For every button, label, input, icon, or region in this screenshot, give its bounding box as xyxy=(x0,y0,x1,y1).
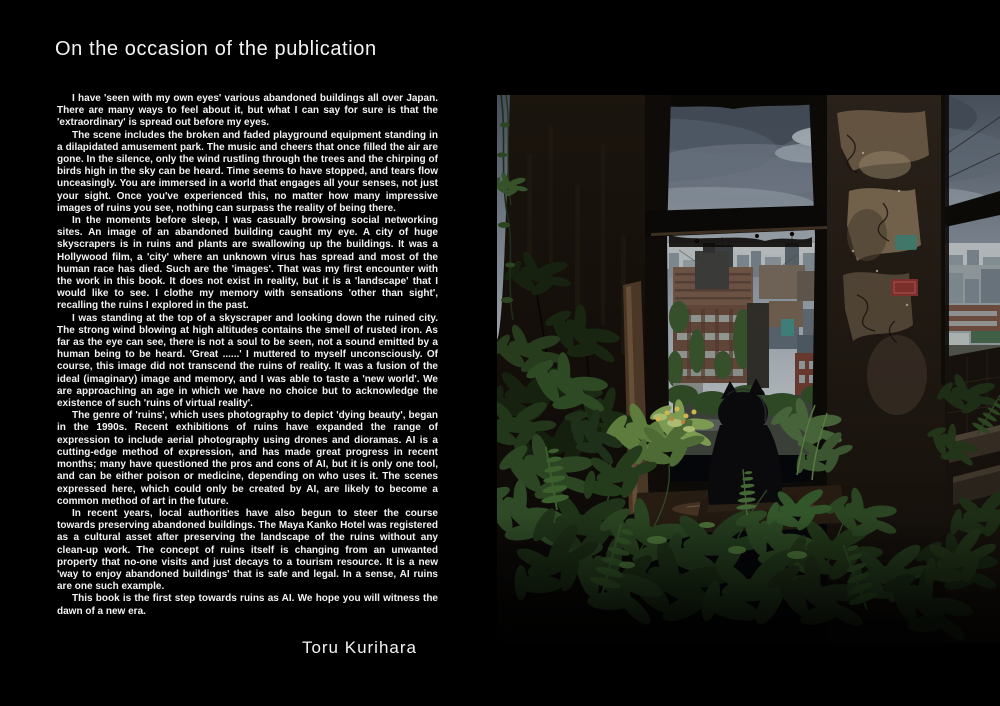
essay-paragraph: This book is the first step towards ruins as AI. We hope you will witness the dawn of a new era. xyxy=(57,593,438,617)
photo-illustration xyxy=(497,95,1000,706)
photo xyxy=(497,95,1000,706)
essay-paragraph: The scene includes the broken and faded playground equipment standing in a dilapidated amusement park. The music and cheers that once filled the air are gone. In the silence, only the wind rustling through the trees and the chirping of birds high in the sky can be heard. Time seems to have stopped, and tears flow unceasingly. You are immersed in a world that engages all your senses, not just your sight. Once you've experienced this, no matter how many impressive images of ruins you see, nothing can surpass the reality of being there. xyxy=(57,129,438,214)
page-title: On the occasion of the publication xyxy=(55,38,377,60)
teal-patch xyxy=(895,235,917,250)
essay-paragraph: I was standing at the top of a skyscraper and looking down the ruined city. The strong wind blowing at high altitudes contains the smell of rusted iron. As far as the eye can see, there is not a soul to be seen, not a sound emitted by a human being to be heard. 'Great ......' I muttered to myself unconsciously. Of course, this image did not transcend the ruins of reality. It was a fusion of the ideal (imaginary) image and memory, and I was able to taste a 'new world'. We are approaching an age in which we have no choice but to acknowledge the existence of such 'ruins of virtual reality'. xyxy=(57,312,438,410)
bottom-shadow xyxy=(497,515,1000,706)
essay-paragraph: The genre of 'ruins', which uses photography to depict 'dying beauty', began in the 1990s. Recent exhibitions of ruins have expanded the range of expression to include aerial photography using drones and dioramas. AI is a cutting-edge method of expression, and has made great progress in recent months; many have questioned the pros and cons of AI, but it is only one tool, and can be either poison or medicine, depending on who uses it. The scenes expressed here, which could only be created by AI, are likely to become a common method of art in the future. xyxy=(57,410,438,507)
essay-paragraph: In recent years, local authorities have also begun to steer the course towards preserving abandoned buildings. The Maya Kanko Hotel was registered as a cultural asset after preserving the landscape of the ruins without any clean-up work. The concept of ruins itself is changing from an unwanted property that no-one visits and just decays to a tourism resource. It is a new 'way to enjoy abandoned buildings' that is safe and legal. In a sense, AI ruins are one such example. xyxy=(57,507,438,593)
essay-paragraph: In the moments before sleep, I was casually browsing social networking sites. An image of an abandoned building caught my eye. A city of huge skyscrapers is in ruins and plants are swallowing up the buildings. It was a Hollywood film, a 'city' where an unknown virus has spread and most of the human race has died. Such are the 'images'. That was my first encounter with the work in this book. It does not exist in reality, but it is a 'landscape' that I would like to see. I clothe my memory with sensations 'other than sight', recalling the ruins I explored in the past. xyxy=(57,215,438,312)
essay-paragraphs xyxy=(57,93,438,618)
author-signature: Toru Kurihara xyxy=(301,638,417,657)
essay-paragraph: I have 'seen with my own eyes' various abandoned buildings all over Japan. There are many ways to feel about it, but what I can say for sure is that the 'extraordinary' is spread out before my eyes. xyxy=(57,93,438,129)
